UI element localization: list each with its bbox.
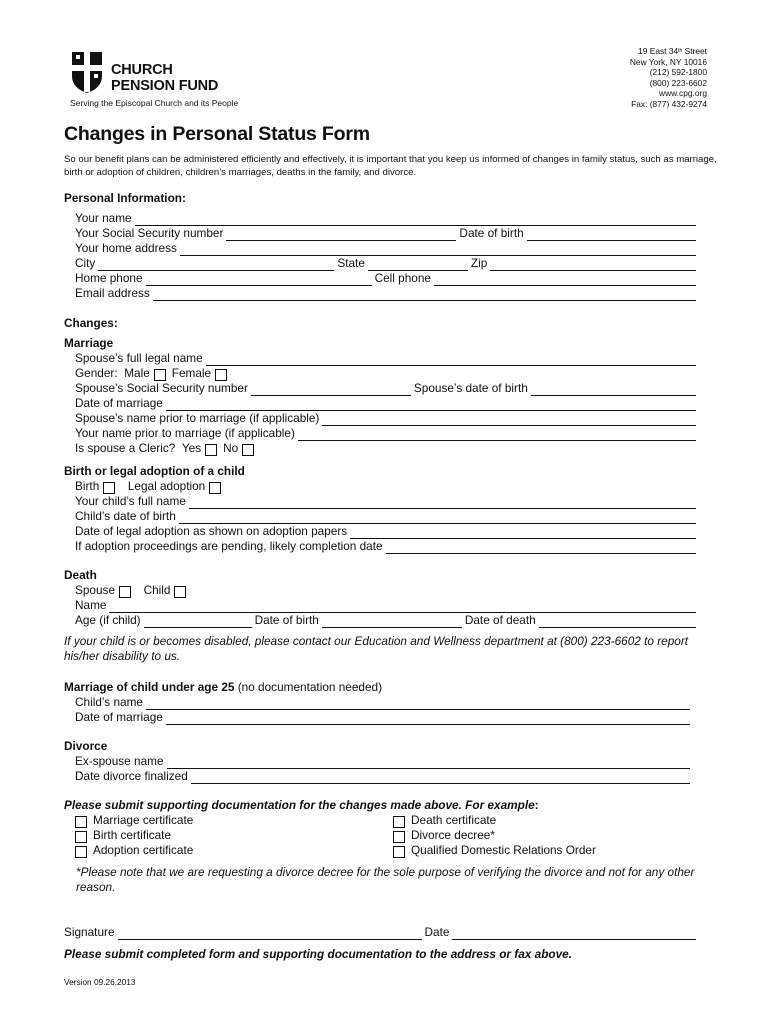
child-marriage-date-row: Date of marriage [75,710,693,725]
cleric-row: Is spouse a Cleric? Yes No [75,441,699,456]
page-title: Changes in Personal Status Form [64,123,370,145]
ssn-row: Your Social Security number Date of birth [75,226,699,241]
your-prior-name-field[interactable] [298,429,696,441]
home-phone-field[interactable] [146,274,372,286]
home-address-field[interactable] [180,244,696,256]
female-checkbox[interactable] [215,369,227,381]
zip-field[interactable] [490,259,696,271]
birth-type-row: Birth Legal adoption [75,479,699,494]
marriage-heading: Marriage [64,336,114,350]
city-row: City State Zip [75,256,699,271]
spouse-ssn-field[interactable] [251,384,411,396]
ex-spouse-row: Ex-spouse name [75,754,693,769]
death-child-checkbox[interactable] [174,586,186,598]
marriage-date-row: Date of marriage [75,396,699,411]
version-label: Version 09.26.2013 [64,977,136,987]
adoption-date-row: Date of legal adoption as shown on adoption papers [75,524,699,539]
birth-checkbox[interactable] [103,482,115,494]
qdro-checkbox[interactable] [393,846,405,858]
adoption-date-field[interactable] [350,527,696,539]
deceased-dob-field[interactable] [322,616,462,628]
marriage-certificate-checkbox[interactable] [75,816,87,828]
ssn-field[interactable] [226,229,456,241]
divorce-heading: Divorce [64,739,108,753]
death-dates-row: Age (if child) Date of birth Date of death [75,613,699,628]
cleric-yes-checkbox[interactable] [205,444,217,456]
doc-divorce-decree: Divorce decree* [389,828,495,843]
marriage-date-field[interactable] [166,399,696,411]
signature-field[interactable] [118,928,422,940]
cell-phone-field[interactable] [434,274,696,286]
child-marriage-date-field[interactable] [166,713,690,725]
divorce-date-row: Date divorce finalized [75,769,693,784]
birth-certificate-checkbox[interactable] [75,831,87,843]
death-spouse-checkbox[interactable] [119,586,131,598]
doc-adoption-cert: Adoption certificate [71,843,193,858]
spouse-prior-name-field[interactable] [322,414,696,426]
email-row: Email address [75,286,699,301]
cleric-no-checkbox[interactable] [242,444,254,456]
spouse-name-row: Spouse’s full legal name [75,351,699,366]
signature-row: Signature Date [64,925,699,940]
submit-note: Please submit completed form and supporting documentation to the address or fax above. [64,947,573,961]
death-name-row: Name [75,598,699,613]
gender-row: Gender: Male Female [75,366,699,381]
child-marriage-heading: Marriage of child under age 25 (no documentation needed) [64,680,383,694]
spouse-name-field[interactable] [206,354,696,366]
spouse-prior-name-row: Spouse’s name prior to marriage (if applicable) [75,411,699,426]
child-name-row: Your child’s full name [75,494,699,509]
personal-info-heading: Personal Information: [64,191,186,205]
adoption-completion-date-field[interactable] [386,542,696,554]
spouse-ssn-row: Spouse’s Social Security number Spouse’s date of birth [75,381,699,396]
changes-heading: Changes: [64,316,118,330]
address-row: Your home address [75,241,699,256]
child-marriage-name-field[interactable] [146,698,690,710]
name-row: Your name [75,211,699,226]
ex-spouse-name-field[interactable] [167,757,690,769]
child-age-field[interactable] [144,616,252,628]
signature-date-field[interactable] [452,928,696,940]
intro-text: So our benefit plans can be administered efficiently and effectively, it is important that you keep us informed of changes in family status, such as marriage, birth or adoption of children, children’s marriages, deaths in the family, and divorce. [64,154,717,178]
address-block: 19 East 34th Street New York, NY 10016 (212) 592-1800 (800) 223-6602 www.cpg.org Fax: (877) 432-9274 [629,46,707,109]
date-of-death-field[interactable] [539,616,696,628]
adoption-certificate-checkbox[interactable] [75,846,87,858]
divorce-decree-checkbox[interactable] [393,831,405,843]
male-checkbox[interactable] [154,369,166,381]
child-dob-field[interactable] [179,512,696,524]
adoption-pending-row: If adoption proceedings are pending, likely completion date [75,539,699,554]
phone-row: Home phone Cell phone [75,271,699,286]
doc-marriage-cert: Marriage certificate [71,813,193,828]
disabled-child-note: If your child is or becomes disabled, please contact our Education and Wellness department at (800) 223-6602 to report his/her disability to us. [64,634,689,663]
spouse-dob-field[interactable] [531,384,696,396]
doc-death-cert: Death certificate [389,813,496,828]
your-name-field[interactable] [135,214,696,226]
city-field[interactable] [98,259,334,271]
death-heading: Death [64,568,97,582]
dob-field[interactable] [527,229,696,241]
birth-adoption-heading: Birth or legal adoption of a child [64,464,245,478]
death-type-row: Spouse Child [75,583,699,598]
deceased-name-field[interactable] [109,601,696,613]
church-pension-fund-logo-icon [70,50,104,94]
child-name-field[interactable] [189,497,696,509]
doc-qdro: Qualified Domestic Relations Order [389,843,596,858]
child-marriage-name-row: Child’s name [75,695,693,710]
your-prior-name-row: Your name prior to marriage (if applicable) [75,426,699,441]
logo-wordmark: CHURCH PENSION FUND [111,62,219,94]
documentation-heading: Please submit supporting documentation for the changes made above. For example: [64,798,539,812]
legal-adoption-checkbox[interactable] [209,482,221,494]
death-certificate-checkbox[interactable] [393,816,405,828]
state-field[interactable] [368,259,468,271]
doc-birth-cert: Birth certificate [71,828,171,843]
divorce-date-field[interactable] [191,772,690,784]
logo-tagline: Serving the Episcopal Church and its People [70,98,239,108]
divorce-decree-note: *Please note that we are requesting a divorce decree for the sole purpose of verifying the divorce and not for any other reason. [76,865,695,894]
child-dob-row: Child’s date of birth [75,509,699,524]
email-field[interactable] [153,289,696,301]
